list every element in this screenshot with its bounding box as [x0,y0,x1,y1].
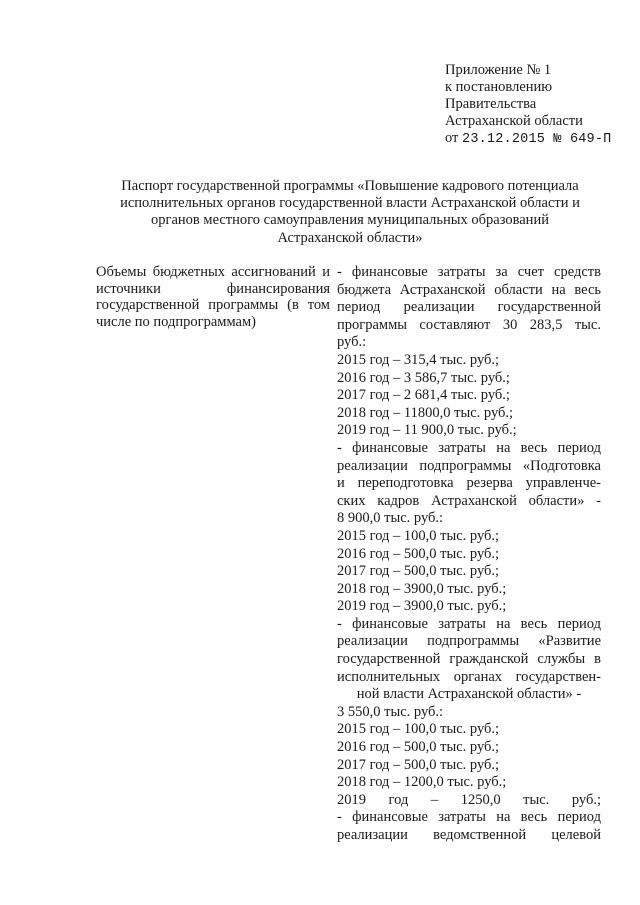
funding-line: 2018 год – 11800,0 тыс. руб.; [337,404,514,421]
funding-line: 2018 год – 3900,0 тыс. руб.; [337,580,507,597]
funding-line: исполнительных органах государствен- [337,668,601,685]
appendix-line-2: к постановлению [445,79,553,95]
funding-line: 2017 год – 500,0 тыс. руб.; [337,563,500,580]
funding-line: 2019 год – 3900,0 тыс. руб.; [337,598,507,615]
funding-line: 2015 год – 315,4 тыс. руб.; [337,351,500,368]
title-line-4: Астраханской области» [277,229,423,246]
funding-label: Объемы бюджетных ассигнований и источники финансирования государственной программы (в том числе по подпрограммам) [96,264,330,330]
table-left-cell [96,264,330,330]
appendix-date-stamp: 23.12.2015 № 649-П [462,132,612,147]
funding-line: 2019 год – 1250,0 тыс. руб.; [337,791,601,808]
document-title [95,178,605,247]
title-line-1: Паспорт государственной программы «Повышение кадрового потенциала [121,178,579,194]
funding-line: бюджета Астраханской области на весь [337,281,601,298]
funding-line: - финансовые затраты на весь период [337,809,601,826]
funding-line: и переподготовка резерва управленче- [337,475,601,492]
funding-line: 2016 год – 3 586,7 тыс. руб.; [337,369,510,386]
title-line-3: органов местного самоуправления муниципальных образований [151,212,549,229]
funding-line: 2016 год – 500,0 тыс. руб.; [337,545,500,562]
funding-line: 2016 год – 500,0 тыс. руб.; [337,739,500,756]
appendix-block [445,62,611,148]
funding-line: 3 550,0 тыс. руб.: [337,703,444,720]
funding-line: реализации подпрограммы «Подготовка [337,457,601,474]
funding-line: ских кадров Астраханской области» - [337,492,601,509]
funding-line: - финансовые затраты на весь период [337,439,601,456]
funding-line: - финансовые затраты на весь период [337,615,601,632]
funding-line: 8 900,0 тыс. руб.: [337,510,444,527]
appendix-date-prefix: от [445,130,463,146]
funding-line: 2017 год – 2 681,4 тыс. руб.; [337,387,510,404]
funding-line: 2015 год – 100,0 тыс. руб.; [337,527,500,544]
funding-line: государственной гражданской службы в [337,651,601,668]
appendix-line-3: Правительства [445,96,537,112]
funding-line: 2017 год – 500,0 тыс. руб.; [337,756,500,773]
funding-line: руб.: [337,334,367,351]
appendix-line-4: Астраханской области [445,113,583,129]
funding-line: 2018 год – 1200,0 тыс. руб.; [337,774,507,791]
table-right-cell [337,264,601,845]
funding-line: - финансовые затраты за счет средств [337,264,601,280]
funding-line: программы составляют 30 283,5 тыс. [337,316,601,333]
title-line-2: исполнительных органов государственной власти Астраханской области и [120,195,580,212]
funding-line: ной власти Астраханской области» - [356,686,582,703]
appendix-line-1: Приложение № 1 [445,62,552,78]
appendix-date-line [445,130,611,148]
funding-line: 2019 год – 11 900,0 тыс. руб.; [337,422,517,439]
funding-line: реализации ведомственной целевой [337,827,601,843]
funding-line: реализации подпрограммы «Развитие [337,633,601,650]
funding-line: период реализации государственной [337,299,601,316]
funding-line: 2015 год – 100,0 тыс. руб.; [337,721,500,738]
